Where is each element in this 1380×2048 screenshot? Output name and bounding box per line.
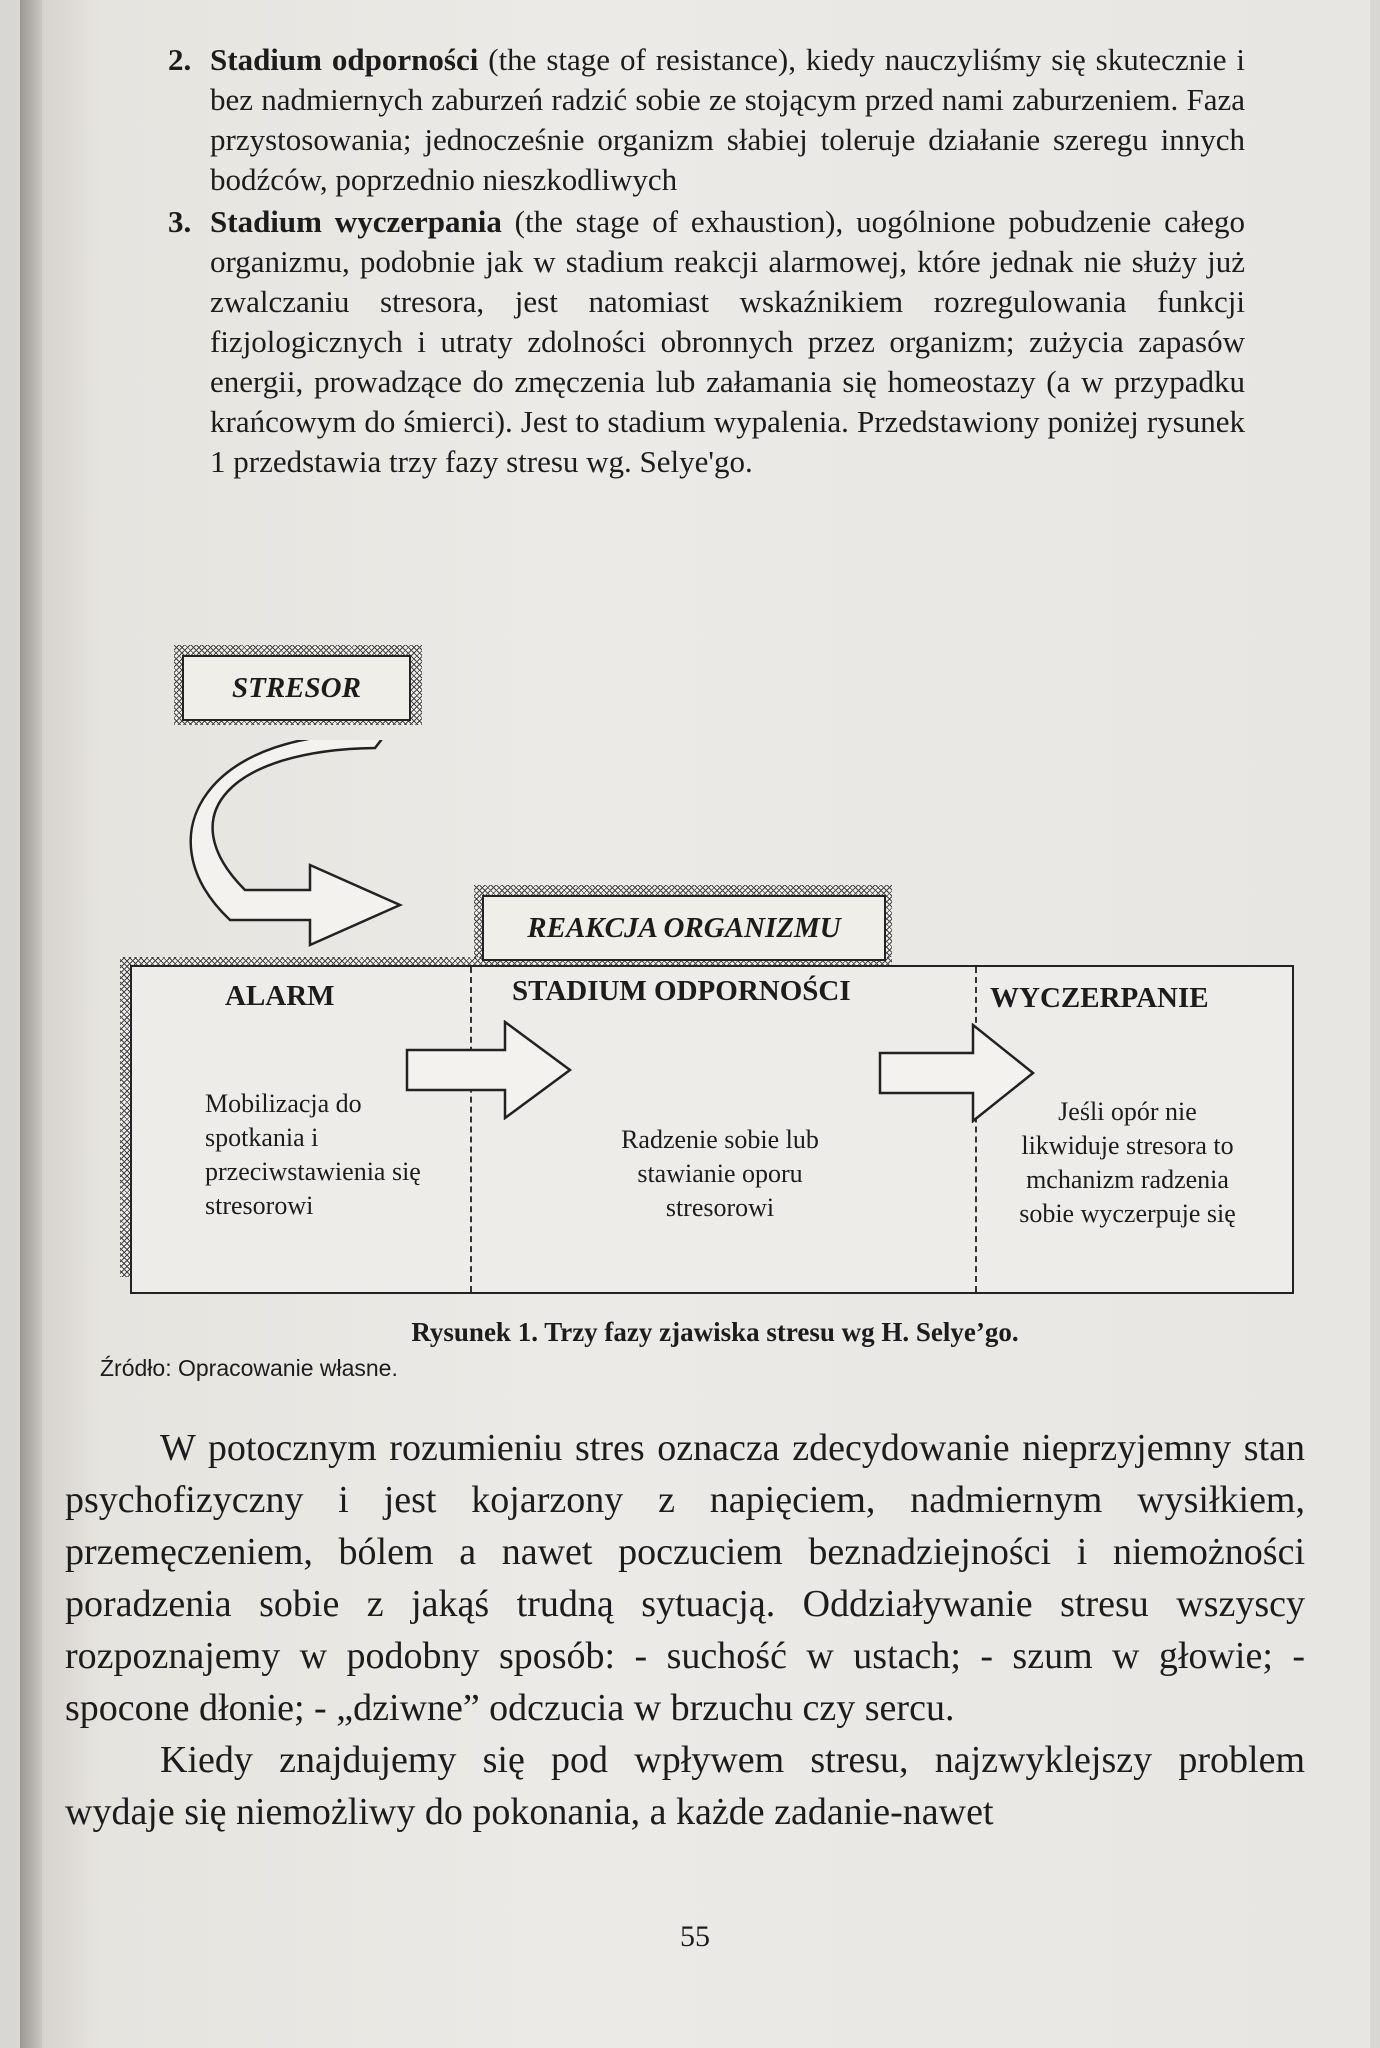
item-text: (the stage of resistance), kiedy nauczyliśmy się skutecznie i bez nadmiernych zaburzeń radzić sobie ze stojącym przed nami zaburzeniem. Faza przystosowania; jednocześnie organizm słabiej toleruje działanie szeregu innych bodźców, poprzednio nieszkodliwych <box>210 42 1245 197</box>
list-item <box>168 40 1245 200</box>
body-text <box>65 1422 1305 1838</box>
item-term: Stadium wyczerpania <box>210 204 502 239</box>
reakcja-box: REAKCJA ORGANIZMU <box>482 895 886 961</box>
paragraph: W potocznym rozumieniu stres oznacza zdecydowanie nieprzyjemny stan psychofizyczny i jest kojarzony z napięciem, nadmiernym wysiłkiem, przemęczeniem, bólem a nawet poczuciem beznadziejności i niemożności poradzenia sobie z jakąś trudną sytuacją. Oddziaływanie stresu wszyscy rozpoznajemy w podobny sposób: - suchość w ustach; - szum w głowie; - spocone dłonie; - „dziwne” odczucia w brzuchu czy sercu. <box>65 1427 1305 1729</box>
phase-divider-2 <box>975 967 977 1292</box>
item-number: 2. <box>168 42 192 77</box>
wyczerpanie-title: WYCZERPANIE <box>990 982 1209 1014</box>
figure-caption: Rysunek 1. Trzy fazy zjawiska stresu wg H. Selye’go. <box>411 1317 1019 1347</box>
stresor-box: STRESOR <box>182 655 411 721</box>
odpornosc-title: STADIUM ODPORNOŚCI <box>512 975 851 1007</box>
figure-source: Źródło: Opracowanie własne. <box>100 1355 398 1381</box>
book-page <box>20 0 1370 2048</box>
stage-list <box>168 40 1245 484</box>
phase-divider-1 <box>470 967 472 1292</box>
list-item <box>168 202 1245 482</box>
alarm-title: ALARM <box>225 980 335 1012</box>
item-term: Stadium odporności <box>210 42 479 77</box>
page-number: 55 <box>680 1920 710 1953</box>
alarm-text: Mobilizacja do spotkania i przeciwstawienia się stresorowi <box>205 1089 421 1220</box>
wyczerpanie-text: Jeśli opór nie likwiduje stresora to mchanizm radzenia sobie wyczerpuje się <box>1019 1097 1236 1228</box>
odpornosc-text: Radzenie sobie lub stawianie oporu stresorowi <box>621 1125 819 1222</box>
stress-phases-figure <box>100 645 1300 1381</box>
facing-page-edge <box>20 0 42 2048</box>
item-number: 3. <box>168 204 192 239</box>
paragraph: Kiedy znajdujemy się pod wpływem stresu, najzwyklejszy problem wydaje się niemożliwy do pokonania, a każde zadanie-nawet <box>65 1739 1305 1833</box>
item-text: (the stage of exhaustion), uogólnione pobudzenie całego organizmu, podobnie jak w stadium reakcji alarmowej, które jednak nie służy już zwalczaniu stresora, jest natomiast wskaźnikiem rozregulowania funkcji fizjologicznych i utraty zdolności obronnych przez organizm; zużycia zapasów energii, prowadzące do zmęczenia lub załamania się homeostazy (a w przypadku krańcowym do śmierci). Jest to stadium wypalenia. Przedstawiony poniżej rysunek 1 przedstawia trzy fazy stresu wg. Selye'go. <box>210 204 1245 479</box>
curved-arrow <box>170 740 510 960</box>
